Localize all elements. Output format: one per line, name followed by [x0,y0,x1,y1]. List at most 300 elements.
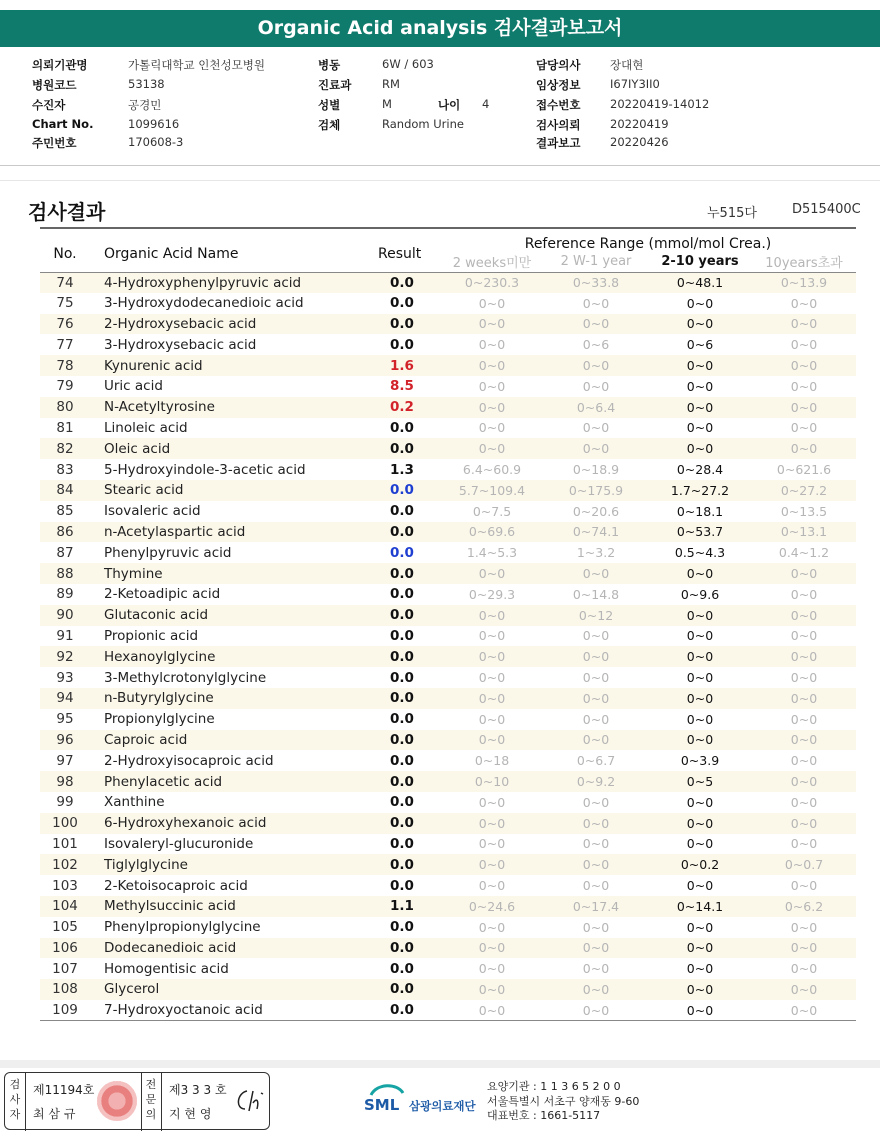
range-over-10-years: 0~0 [752,397,856,418]
row-number: 78 [40,355,90,376]
table-row [40,334,856,355]
acid-name: Linoleic acid [104,419,188,436]
range-under-2-weeks: 0~0 [440,605,544,626]
row-number: 95 [56,711,74,728]
range-over-10-years: 0~0 [752,1000,856,1021]
table-row [40,979,856,1000]
result-value: 0.0 [378,854,440,875]
acid-name: Phenylacetic acid [90,771,378,792]
row-number: 99 [56,794,74,811]
examiner-label: 검사자 [9,1078,21,1121]
range-under-2-weeks: 0~0 [440,563,544,584]
range-under-2-weeks: 0~0 [478,836,506,852]
range-over-10-years: 0~0 [790,753,818,769]
range-over-10-years: 0~13.5 [780,503,828,519]
acid-name: Caproic acid [90,730,378,751]
table-row [40,854,856,875]
range-over-10-years: 0~0 [790,378,818,394]
receipt-no-value: 20220419-14012 [610,97,710,111]
range-under-2-weeks: 1.4~5.3 [466,545,518,561]
range-under-2-weeks: 0~0 [478,378,506,394]
range-2w-1y: 0~0 [582,961,610,977]
table-row [40,750,856,771]
section-divider [0,180,880,181]
range-under-2-weeks: 0~0 [478,919,506,935]
result-value: 0.0 [378,938,440,959]
range-2-10-years: 0~14.1 [648,896,752,917]
range-2-10-years: 0~0 [648,938,752,959]
table-row [40,938,856,959]
result-value: 1.6 [378,355,440,376]
range-2w-1y: 0~20.6 [572,503,620,519]
acid-name: Glycerol [90,979,378,1000]
row-number: 92 [40,646,90,667]
org-info [487,1080,639,1124]
chart-no-label: Chart No. [32,117,94,131]
table-row [40,355,856,376]
table-row [40,314,856,335]
patient-info-panel [0,57,880,167]
table-row [40,459,856,480]
header-no: No. [53,246,77,263]
header-range-2-10-years: 2-10 years [661,254,739,270]
row-number: 76 [40,314,90,335]
range-over-10-years: 0~0 [752,938,856,959]
result-value: 1.1 [378,896,440,917]
acid-name: Tiglylglycine [90,854,378,875]
header-reference-range: Reference Range (mmol/mol Crea.) [524,235,772,252]
row-number: 89 [56,586,74,603]
collector-label: 수진자 [32,98,66,112]
range-under-2-weeks: 0~0 [440,355,544,376]
result-value: 0.0 [390,669,414,686]
row-number: 87 [56,544,74,561]
acid-name: Thymine [90,563,378,584]
range-over-10-years: 0~6.2 [752,896,856,917]
acid-name: 3-Methylcrotonylglycine [104,669,267,686]
row-number: 101 [52,835,78,852]
row-number: 74 [40,272,90,293]
row-number: 107 [52,960,78,977]
table-row [40,771,856,792]
result-value: 0.0 [378,314,440,335]
range-under-2-weeks: 0~0 [478,337,506,353]
doctor-label: 담당의사 [536,58,581,72]
row-number: 104 [40,896,90,917]
range-2-10-years: 0~48.1 [648,272,752,293]
acid-name: 2-Ketoisocaproic acid [104,877,248,894]
org-code: 요양기관 : 1 1 3 6 5 2 0 0 [487,1080,621,1093]
row-number: 90 [40,605,90,626]
range-over-10-years: 0~0 [752,646,856,667]
range-over-10-years: 0~0 [790,337,818,353]
header-range-over-10-years: 10years초과 [765,256,843,272]
acid-name: 3-Hydroxysebacic acid [104,336,257,353]
row-number: 97 [56,752,74,769]
range-under-2-weeks: 0~29.3 [468,586,516,602]
table-row [40,958,856,979]
range-2w-1y: 0~6.4 [544,397,648,418]
test-code-korean: 누515다 [707,206,757,221]
examiner-name: 최 삼 규 [33,1107,76,1121]
range-2w-1y: 0~33.8 [544,272,648,293]
range-over-10-years: 0~0 [752,688,856,709]
result-value: 0.0 [390,835,414,852]
acid-name: 2-Hydroxysebacic acid [90,314,378,335]
request-date-value: 20220419 [610,117,669,131]
receipt-no-label: 접수번호 [536,98,581,112]
row-number: 103 [52,877,78,894]
results-table [40,227,856,1021]
range-2-10-years: 0~0.2 [648,854,752,875]
range-under-2-weeks: 0~0 [478,670,506,686]
range-2-10-years: 0~0 [686,295,714,311]
range-2w-1y: 0~0 [544,730,648,751]
table-row [40,834,856,855]
range-2-10-years: 0~0 [648,813,752,834]
acid-name: Propionic acid [104,627,199,644]
range-2-10-years: 0.5~4.3 [674,545,726,561]
result-value: 1.3 [390,461,414,478]
range-under-2-weeks: 0~0 [478,961,506,977]
range-2w-1y: 0~0 [582,628,610,644]
hospital-code-label: 병원코드 [32,78,77,92]
acid-name: Dodecanedioic acid [90,938,378,959]
range-2-10-years: 0~0 [648,563,752,584]
specialist-license: 제3 3 3 호 [169,1083,227,1097]
result-value: 0.0 [390,295,414,312]
specialist-name: 지 현 영 [169,1107,212,1121]
acid-name: Kynurenic acid [90,355,378,376]
official-seal-icon [97,1081,137,1121]
result-value: 0.0 [378,730,440,751]
range-2-10-years: 0~9.6 [680,586,720,602]
range-over-10-years: 0~0 [790,628,818,644]
result-value: 0.0 [378,522,440,543]
range-2w-1y: 0~0 [544,355,648,376]
doctor-value: 장대현 [610,58,644,72]
range-2w-1y: 0~175.9 [544,480,648,501]
result-value: 0.0 [378,771,440,792]
row-number: 88 [40,563,90,584]
range-2w-1y: 0~0 [544,1000,648,1021]
range-over-10-years: 0~0 [752,979,856,1000]
table-row [40,438,856,459]
range-over-10-years: 0~0 [790,961,818,977]
section-title: 검사결과 [28,200,106,224]
range-under-2-weeks: 0~7.5 [472,503,512,519]
range-2-10-years: 0~0 [648,979,752,1000]
result-value: 0.0 [390,794,414,811]
sex-label: 성별 [318,98,341,112]
range-2-10-years: 0~3.9 [680,753,720,769]
acid-name: Phenylpyruvic acid [104,544,232,561]
range-under-2-weeks: 0~0 [478,295,506,311]
result-value: 0.0 [390,586,414,603]
range-over-10-years: 0~0 [790,794,818,810]
range-2w-1y: 0~9.2 [544,771,648,792]
header-name: Organic Acid Name [104,246,239,263]
range-2w-1y: 0~0 [582,878,610,893]
table-row [40,792,856,813]
department-label: 진료과 [318,78,352,92]
row-number: 91 [56,627,74,644]
range-2w-1y: 0~18.9 [572,462,620,478]
range-2w-1y: 0~6 [582,337,610,353]
range-under-2-weeks: 0~0 [440,854,544,875]
sex-value: M [382,97,392,111]
range-under-2-weeks: 0~0 [440,813,544,834]
acid-name: Glutaconic acid [90,605,378,626]
range-2-10-years: 0~0 [648,1000,752,1021]
table-row [40,480,856,501]
range-under-2-weeks: 6.4~60.9 [462,462,522,478]
institution-value: 가톨릭대학교 인천성모병원 [128,58,265,72]
table-row [40,813,856,834]
range-2-10-years: 0~0 [686,878,714,893]
row-number: 85 [56,503,74,520]
range-2-10-years: 0~0 [686,961,714,977]
range-2-10-years: 0~0 [686,628,714,644]
range-under-2-weeks: 0~0 [478,794,506,810]
row-number: 102 [40,854,90,875]
range-under-2-weeks: 0~0 [440,979,544,1000]
table-row [40,563,856,584]
range-over-10-years: 0.4~1.2 [778,545,830,561]
range-2w-1y: 0~0 [544,979,648,1000]
acid-name: Stearic acid [90,480,378,501]
result-value: 0.0 [390,711,414,728]
range-2w-1y: 0~0 [582,670,610,686]
age-label: 나이 [438,98,461,112]
range-2w-1y: 0~0 [582,711,610,727]
acid-name: N-Acetyltyrosine [90,397,378,418]
result-value: 0.0 [390,627,414,644]
range-2w-1y: 0~0 [582,420,610,436]
row-number: 75 [56,295,74,312]
table-row [40,376,856,397]
range-2w-1y: 0~6.7 [576,753,616,769]
acid-name: Phenylpropionylglycine [104,919,261,936]
result-value: 0.0 [378,646,440,667]
range-2w-1y: 0~14.8 [572,586,620,602]
collector-value: 공경민 [128,98,162,112]
range-under-2-weeks: 0~0 [440,397,544,418]
table-row [40,605,856,626]
org-phone: 대표번호 : 1661-5117 [487,1109,601,1122]
result-value: 0.0 [390,336,414,353]
range-2-10-years: 0~0 [686,794,714,810]
range-2-10-years: 0~53.7 [648,522,752,543]
table-row [40,584,856,605]
range-under-2-weeks: 0~0 [478,420,506,436]
acid-name: Xanthine [104,794,165,811]
row-number: 93 [56,669,74,686]
signature-box [4,1072,270,1130]
range-2w-1y: 0~0 [582,794,610,810]
header-range-2w-1y: 2 W-1 year [560,254,632,270]
range-over-10-years: 0~0 [752,563,856,584]
signature-icon [233,1087,269,1115]
table-row [40,896,856,917]
result-value: 0.0 [390,544,414,561]
range-under-2-weeks: 0~0 [440,314,544,335]
range-2-10-years: 0~0 [686,420,714,436]
table-row [40,522,856,543]
range-2-10-years: 0~0 [648,355,752,376]
range-over-10-years: 0~0 [790,836,818,852]
acid-name: Propionylglycine [104,711,215,728]
range-2-10-years: 0~0 [686,670,714,686]
acid-name: n-Butyrylglycine [90,688,378,709]
table-row [40,875,856,896]
specialist-label: 전문의 [145,1078,157,1121]
report-date-value: 20220426 [610,135,669,149]
range-over-10-years: 0~0 [790,711,818,727]
range-under-2-weeks: 0~24.6 [440,896,544,917]
range-2w-1y: 0~0 [582,295,610,311]
result-value: 8.5 [390,378,414,395]
table-row [40,418,856,439]
range-2w-1y: 0~0 [544,938,648,959]
row-number: 100 [40,813,90,834]
acid-name: Uric acid [104,378,163,395]
row-number: 84 [40,480,90,501]
row-number: 106 [40,938,90,959]
row-number: 96 [40,730,90,751]
range-2-10-years: 1.7~27.2 [648,480,752,501]
row-number: 94 [40,688,90,709]
range-under-2-weeks: 0~0 [440,688,544,709]
org-address: 서울특별시 서초구 양재동 9-60 [487,1094,640,1108]
range-2w-1y: 0~0 [582,919,610,935]
result-value: 0.0 [378,605,440,626]
table-row [40,667,856,688]
header-range-under-2-weeks: 2 weeks미만 [452,256,532,272]
result-value: 0.2 [378,397,440,418]
row-number: 83 [56,461,74,478]
ward-label: 병동 [318,58,341,72]
range-over-10-years: 0~0 [790,586,818,602]
clinical-info-label: 임상정보 [536,78,581,92]
range-over-10-years: 0~0.7 [752,854,856,875]
range-under-2-weeks: 0~0 [478,878,506,893]
acid-name: 2-Ketoadipic acid [104,586,221,603]
org-name: 삼광의료재단 [409,1099,476,1113]
table-row [40,1000,856,1021]
range-under-2-weeks: 0~0 [440,646,544,667]
range-2-10-years: 0~18.1 [676,503,724,519]
result-value: 0.0 [390,919,414,936]
result-value: 0.0 [390,419,414,436]
acid-name: Homogentisic acid [104,960,229,977]
result-value: 0.0 [378,813,440,834]
resident-no-label: 주민번호 [32,136,77,150]
range-over-10-years: 0~0 [752,355,856,376]
row-number: 105 [52,919,78,936]
resident-no-value: 170608-3 [128,135,184,149]
row-number: 77 [56,336,74,353]
table-row [40,501,856,522]
specimen-value: Random Urine [382,117,464,131]
range-2-10-years: 0~0 [648,646,752,667]
hospital-code-value: 53138 [128,77,165,91]
range-2-10-years: 0~0 [648,730,752,751]
range-2-10-years: 0~6 [686,337,714,353]
request-date-label: 검사의뢰 [536,118,581,132]
range-2-10-years: 0~0 [686,919,714,935]
range-2-10-years: 0~0 [648,605,752,626]
range-under-2-weeks: 0~230.3 [440,272,544,293]
range-under-2-weeks: 0~18 [474,753,510,769]
range-2w-1y: 0~0 [582,378,610,394]
range-over-10-years: 0~0 [790,878,818,893]
range-over-10-years: 0~0 [790,295,818,311]
table-row [40,688,856,709]
row-number: 79 [56,378,74,395]
result-value: 0.0 [378,438,440,459]
range-2-10-years: 0~0 [686,836,714,852]
range-2w-1y: 0~0 [544,314,648,335]
acid-name: 2-Hydroxyisocaproic acid [104,752,274,769]
row-number: 82 [40,438,90,459]
acid-name: Methylsuccinic acid [90,896,378,917]
range-2-10-years: 0~28.4 [676,462,724,478]
range-over-10-years: 0~0 [790,919,818,935]
range-over-10-years: 0~0 [752,314,856,335]
range-under-2-weeks: 0~0 [440,438,544,459]
info-divider [0,165,880,166]
range-over-10-years: 0~0 [752,771,856,792]
header-result: Result [378,246,422,263]
table-row [40,917,856,938]
range-2-10-years: 0~0 [648,688,752,709]
chart-no-value: 1099616 [128,117,180,131]
range-2w-1y: 0~0 [582,836,610,852]
range-under-2-weeks: 0~10 [440,771,544,792]
acid-name: Isovaleryl-glucuronide [104,835,254,852]
sml-logo-text: SML [364,1096,400,1114]
acid-name: 6-Hydroxyhexanoic acid [90,813,378,834]
test-code: D515400C [792,202,861,217]
department-value: RM [382,77,400,91]
table-row [40,626,856,647]
range-over-10-years: 0~0 [752,730,856,751]
result-value: 0.0 [390,503,414,520]
range-under-2-weeks: 5.7~109.4 [440,480,544,501]
range-2w-1y: 0~0 [544,813,648,834]
row-number: 108 [40,979,90,1000]
acid-name: Isovaleric acid [104,503,201,520]
institution-label: 의뢰기관명 [32,58,88,72]
range-2-10-years: 0~0 [686,378,714,394]
acid-name: 5-Hydroxyindole-3-acetic acid [104,461,306,478]
range-under-2-weeks: 0~0 [440,938,544,959]
report-date-label: 결과보고 [536,136,581,150]
result-value: 0.0 [378,480,440,501]
range-under-2-weeks: 0~0 [478,711,506,727]
range-over-10-years: 0~0 [752,605,856,626]
range-2w-1y: 0~0 [544,438,648,459]
range-2w-1y: 0~12 [544,605,648,626]
range-over-10-years: 0~13.1 [752,522,856,543]
result-value: 0.0 [390,960,414,977]
clinical-info-value: I67IY3II0 [610,77,660,91]
range-over-10-years: 0~0 [752,813,856,834]
result-value: 0.0 [378,1000,440,1021]
acid-name: 4-Hydroxyphenylpyruvic acid [90,272,378,293]
row-number: 81 [56,419,74,436]
